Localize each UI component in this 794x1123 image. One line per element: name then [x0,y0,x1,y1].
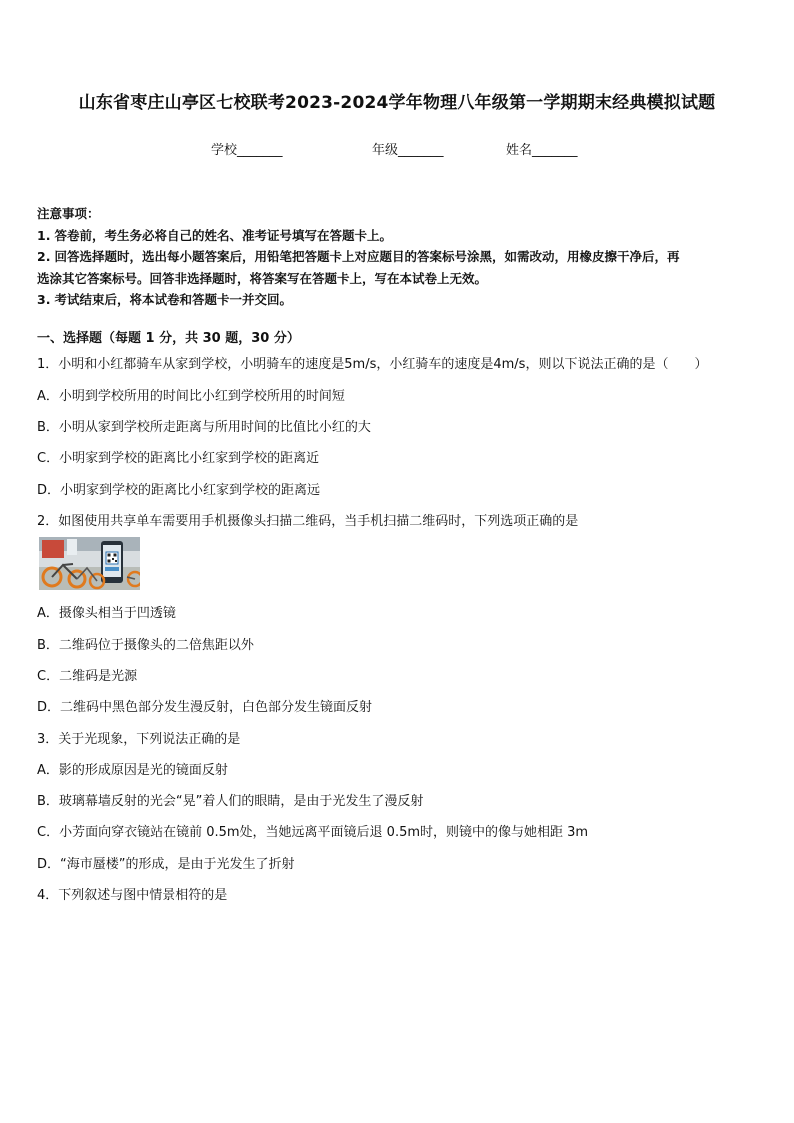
notes-item-num: 1. [37,227,51,243]
notes-item [37,225,757,247]
bike-photo-illustration [39,537,140,590]
section-heading: 一、选择题（每题 1 分，共 30 题，30 分） [37,331,300,346]
question-3-option-a: A．影的形成原因是光的镜面反射 [37,763,228,778]
grade-field [372,139,444,158]
name-field [506,139,578,158]
question-2-option-d: D．二维码中黑色部分发生漫反射，白色部分发生镜面反射 [37,700,373,715]
question-4-stem: 4．下列叙述与图中情景相符的是 [37,888,228,903]
question-3-option-d: D．“海市蜃楼”的形成，是由于光发生了折射 [37,857,295,872]
question-2-option-a: A．摄像头相当于凹透镜 [37,606,176,621]
question-1-option-a: A．小明到学校所用的时间比小红到学校所用的时间短 [37,389,345,404]
name-blank: _______ [532,143,578,158]
grade-label: 年级 [372,143,399,158]
question-2-stem: 2．如图使用共享单车需要用手机摄像头扫描二维码，当手机扫描二维码时，下列选项正确的是 [37,514,579,529]
page-title: 山东省枣庄山亭区七校联考2023-2024学年物理八年级第一学期期末经典模拟试题 [78,93,716,113]
question-2-option-b: B．二维码位于摄像头的二倍焦距以外 [37,638,254,653]
name-label: 姓名 [506,143,533,158]
notes-item [37,289,757,311]
notes-item-num: 2. [37,249,51,264]
question-1-option-b: B．小明从家到学校所走距离与所用时间的比值比小红的大 [37,420,371,435]
question-2-option-c: C．二维码是光源 [37,669,138,684]
question-3-stem: 3．关于光现象，下列说法正确的是 [37,732,241,747]
notes-item-text: 答卷前，考生务必将自己的姓名、准考证号填写在答题卡上。 [54,227,392,243]
question-3-option-b: B．玻璃幕墙反射的光会“晃”着人们的眼睛，是由于光发生了漫反射 [37,794,424,809]
notes-block [37,203,757,311]
school-blank: _______ [237,143,283,158]
notes-item [37,268,757,290]
notes-item-text: 选涂其它答案标号。回答非选择题时，将答案写在答题卡上，写在本试卷上无效。 [37,270,488,286]
question-1-option-c: C．小明家到学校的距离比小红家到学校的距离近 [37,451,320,466]
question-3-option-c: C．小芳面向穿衣镜站在镜前 0.5m处，当她远离平面镜后退 0.5m时，则镜中的像与她相距 3m [37,825,589,840]
question-1-option-d: D．小明家到学校的距离比小红家到学校的距离远 [37,483,321,498]
notes-item-text: 考试结束后，将本试卷和答题卡一并交回。 [54,292,292,307]
student-info-row [0,139,794,159]
school-label: 学校 [211,143,238,158]
notes-item-num: 3. [37,292,51,307]
shared-bike-qr-photo [39,537,140,590]
question-1-stem: 1．小明和小红都骑车从家到学校，小明骑车的速度是5m/s，小红骑车的速度是4m/s，则以下说法正确的是（ ） [37,357,708,372]
grade-blank: _______ [398,143,444,158]
notes-item-text: 回答选择题时，选出每小题答案后，用铅笔把答题卡上对应题目的答案标号涂黑，如需改动，用橡皮擦干净后，再 [54,249,680,264]
school-field [211,139,283,158]
notes-heading: 注意事项： [37,206,100,221]
notes-item [37,246,757,268]
